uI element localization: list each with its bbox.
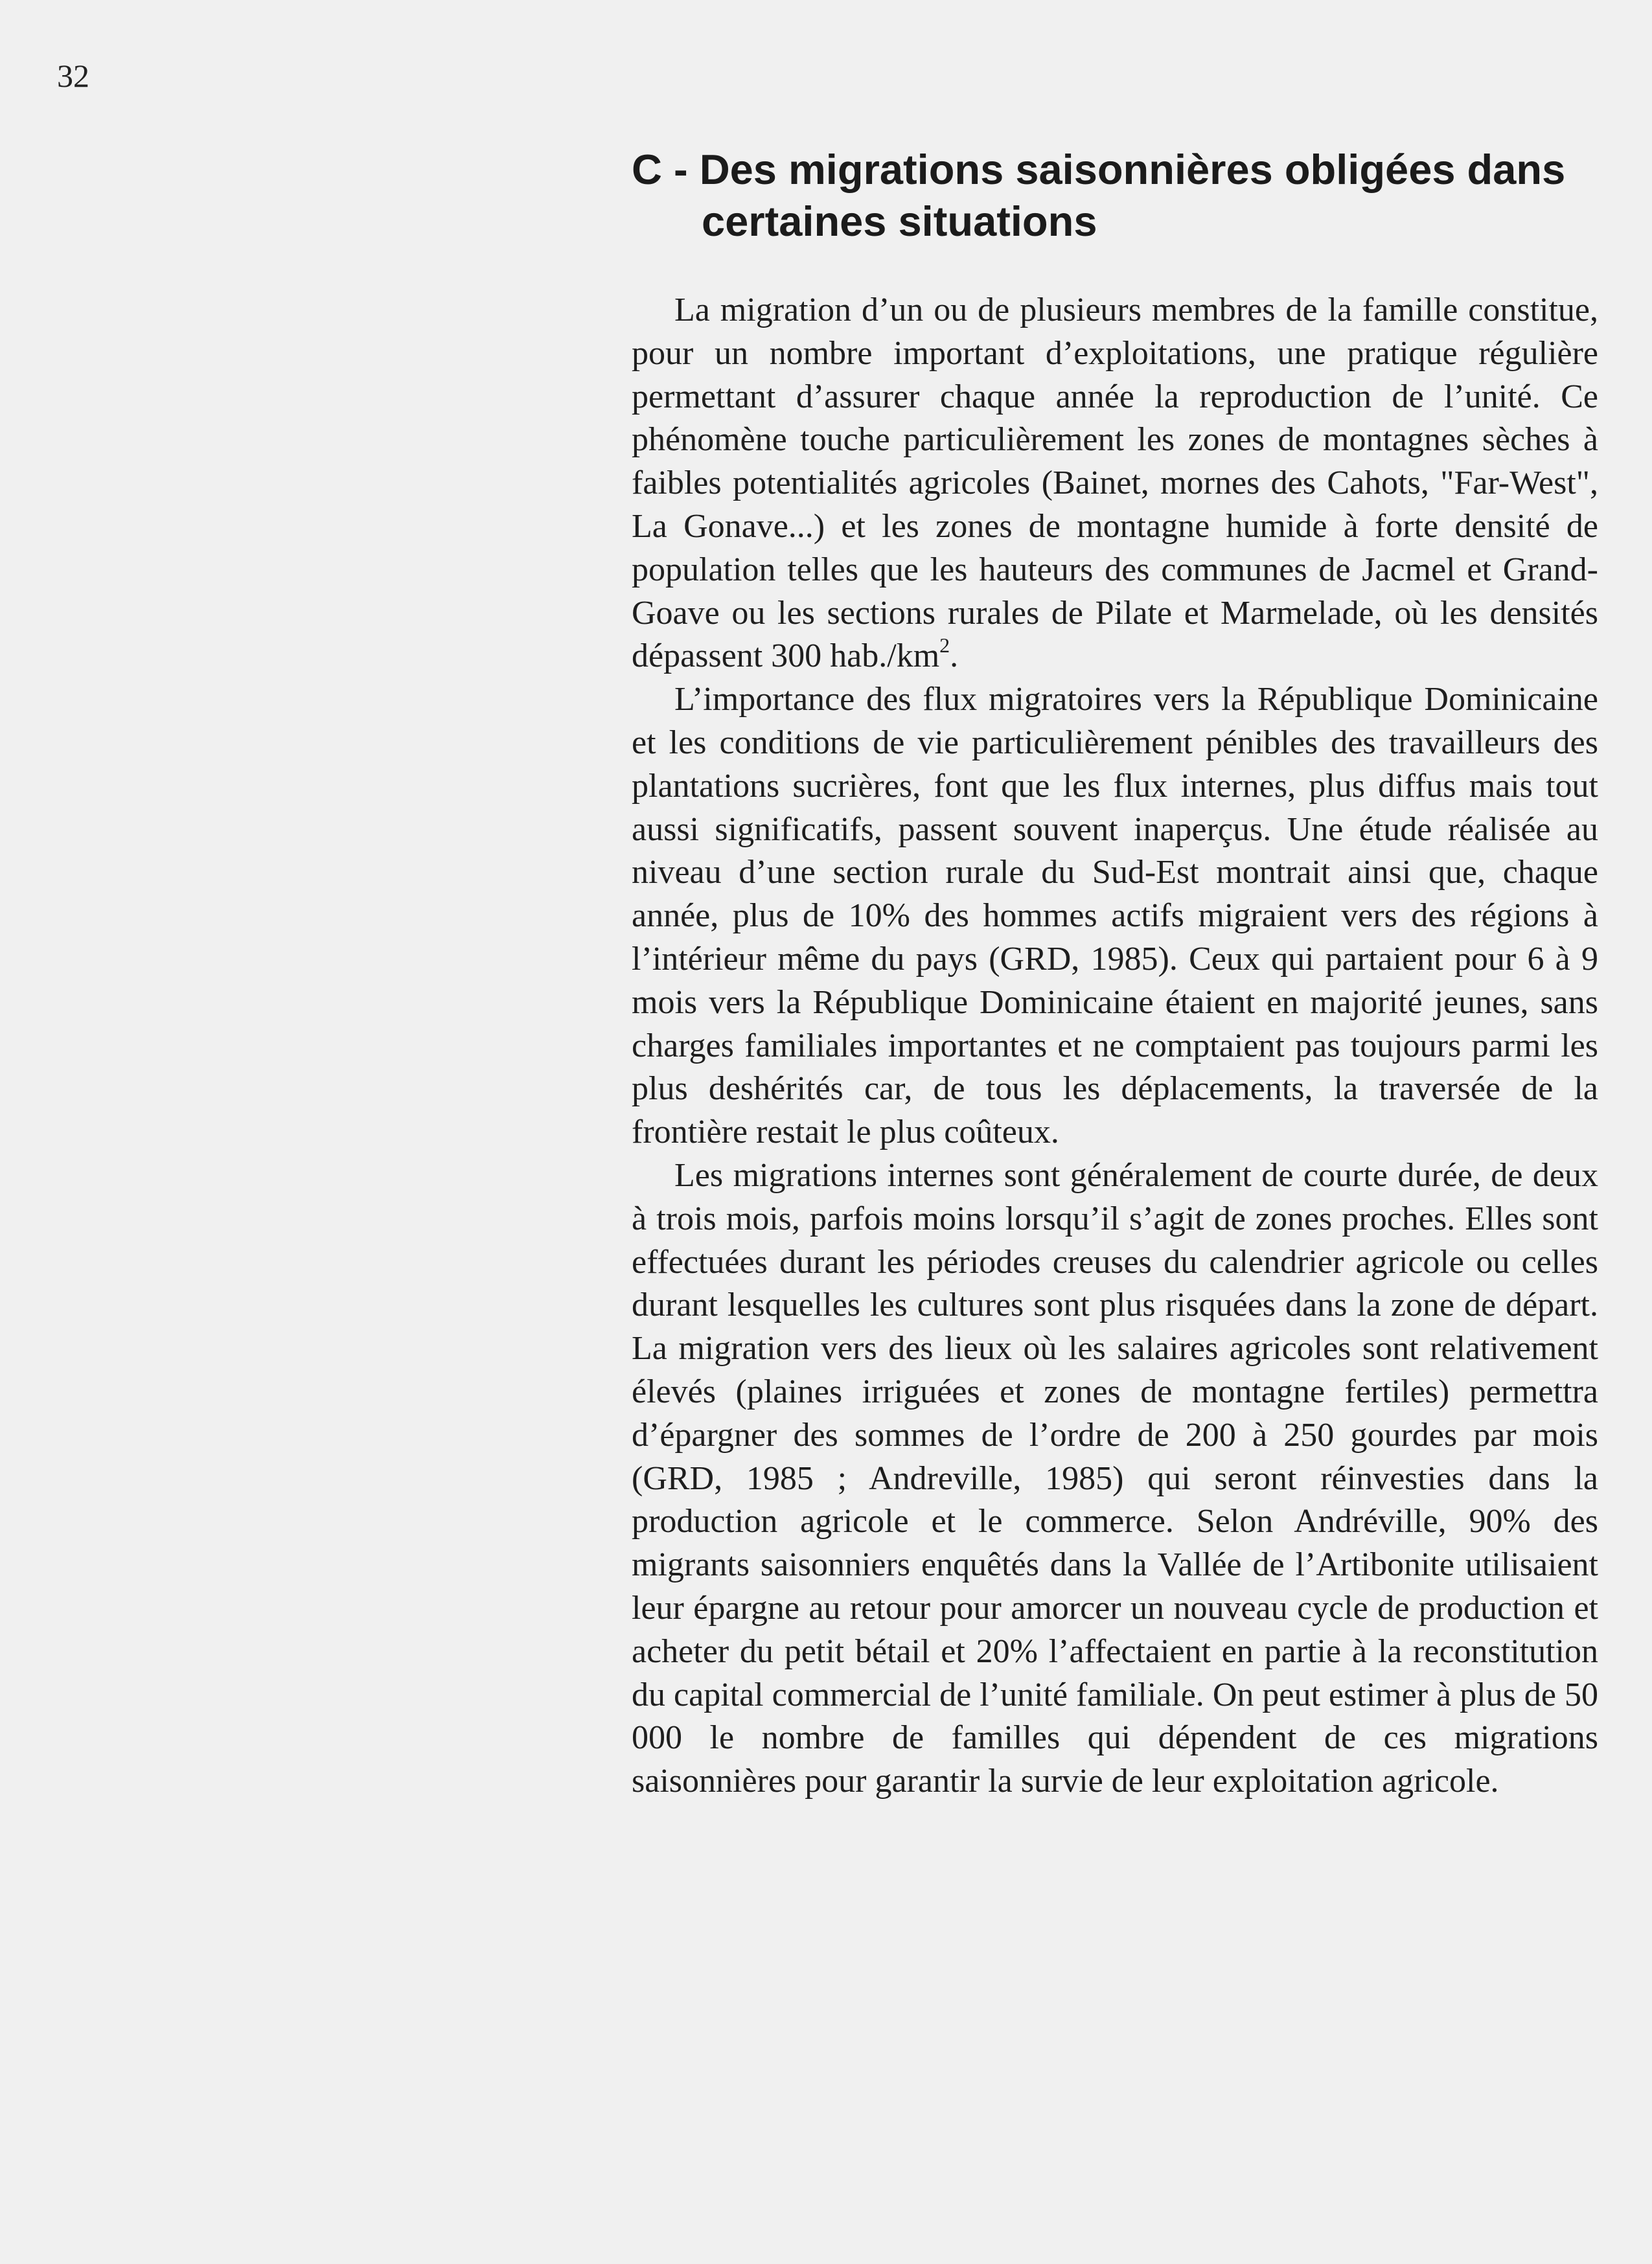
paragraph-1-suffix: . [950,637,959,675]
paragraph-1-text: La migration d’un ou de plusieurs membres de la famille constitue, pour un nombre important d’exploitations, une pratique régulière permettant d’assurer chaque année la reproduction de l’unité. Ce phénomène touche particulièrement les zones de montagnes sèches à faibles potentialités agricoles (Bainet, mornes des Cahots, "Far-West", La Gonave...) et les zones de montagne humide à forte densité de population telles que les hauteurs des communes de Jacmel et Grand-Goave ou les sections rurales de Pilate et Marmelade, où les densités dépassent 300 hab./km [632,292,1598,675]
superscript-2: 2 [939,634,950,657]
page-number: 32 [57,58,89,94]
paragraph-3: Les migrations internes sont généralement de courte durée, de deux à trois mois, parfois moins lorsqu’il s’agit de zones proches. Elles sont effectuées durant les périodes creuses du calendrier agricole ou celles durant lesquelles les cultures sont plus risquées dans la zone de départ. La migration vers des lieux où les salaires agricoles sont relativement élevés (plaines irriguées et zones de montagne fertiles) permettra d’épargner des sommes de l’ordre de 200 à 250 gourdes par mois (GRD, 1985 ; Andreville, 1985) qui seront réinvesties dans la production agricole et le commerce. Selon Andréville, 90% des migrants saisonniers enquêtés dans la Vallée de l’Artibonite utilisaient leur épargne au retour pour amorcer un nouveau cycle de production et acheter du petit bétail et 20% l’affectaient en partie à la reconstitution du capital commercial de l’unité familiale. On peut estimer à plus de 50 000 le nombre de familles qui dépendent de ces migrations saisonnières pour garantir la survie de leur exploitation agricole. [632,1156,1598,1800]
paragraph-2: L’importance des flux migratoires vers la République Dominicaine et les conditions de vie particulièrement pénibles des travailleurs des plantations sucrières, font que les flux internes, plus diffus mais tout aussi significatifs, passent souvent inaperçus. Une étude réalisée au niveau d’une section rurale du Sud-Est montrait ainsi que, chaque année, plus de 10% des hommes actifs migraient vers des régions à l’intérieur même du pays (GRD, 1985). Ceux qui partaient pour 6 à 9 mois vers la République Dominicaine étaient en majorité jeunes, sans charges familiales importantes et ne comptaient pas toujours parmi les plus deshérités car, de tous les déplacements, la traversée de la frontière restait le plus coûteux. [632,681,1598,1151]
section-heading-line-2: certaines situations [702,198,1097,245]
section-heading [632,144,1603,247]
paragraph-1 [632,289,1598,678]
section-heading-line-1: C - Des migrations saisonnières obligées dans [632,146,1566,193]
body-text [632,289,1598,1803]
